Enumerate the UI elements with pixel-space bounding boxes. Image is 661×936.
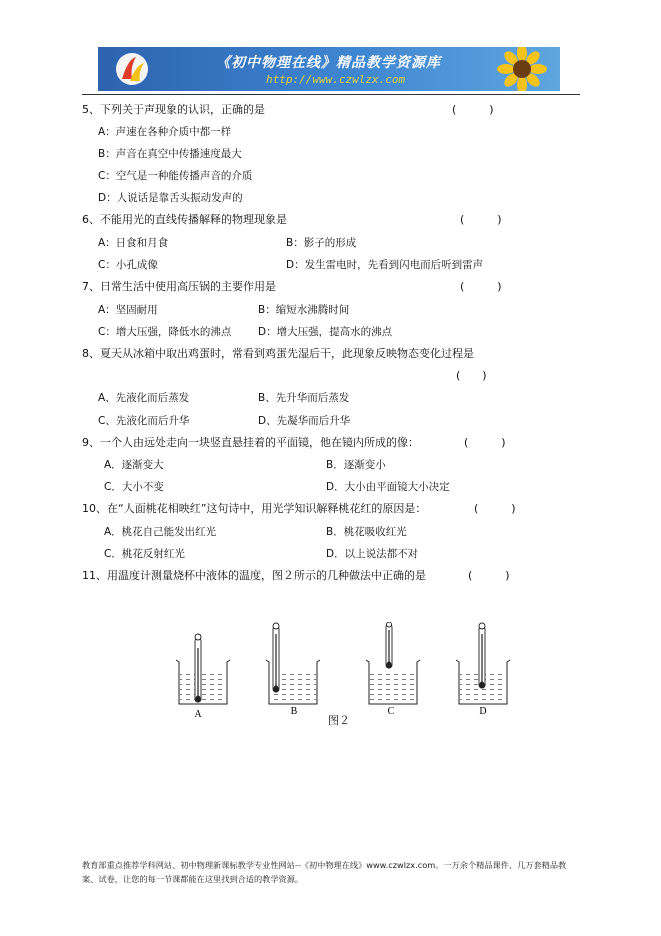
figure-label-d: D [479,706,487,717]
option-6c: C：小孔成像 [98,259,158,271]
figure-label-b: B [290,706,298,717]
question-10: 10、在“人面桃花相映红”这句诗中，用光学知识解释桃花红的原因是： [82,502,427,515]
option-7d: D：增大压强，提高水的沸点 [258,326,393,338]
option-10c: C．桃花反射红光 [104,548,185,560]
question-8: 8、夏天从冰箱中取出鸡蛋时，常看到鸡蛋先湿后干，此现象反映物态变化过程是 [82,347,474,360]
figure-label-a: A [194,709,202,720]
sunflower-icon [490,47,550,91]
footer-text: 教育部重点推荐学科网站、初中物理新课标教学专业性网站--《初中物理在线》www.czwlzx.com。一万余个精品课件、几万套精品教案、试卷，让您的每一节课都能在这里找到合适的教学资源。 [82,860,567,884]
site-logo-icon [114,51,150,87]
answer-blank-8[interactable]: ( ) [456,369,487,382]
option-5d: D：人说话是靠舌头振动发声的 [98,192,243,204]
question-6: 6、不能用光的直线传播解释的物理现象是 [82,213,287,226]
option-5c: C：空气是一种能传播声音的介质 [98,170,253,182]
option-5a: A：声速在各种介质中都一样 [98,126,232,138]
answer-blank-10[interactable]: ( ) [474,502,516,515]
question-9: 9、一个人由远处走向一块竖直悬挂着的平面镜，他在镜内所成的像： [82,436,419,449]
option-6a: A：日食和月食 [98,237,169,249]
thermometer-beaker-figure [170,622,510,726]
option-8c: C、先液化而后升华 [98,415,190,427]
option-10a: A．桃花自己能发出红光 [104,526,217,538]
option-9d: D．大小由平面镜大小决定 [326,481,450,493]
option-10d: D．以上说法都不对 [326,548,419,560]
question-5: 5、下列关于声现象的认识，正确的是 [82,103,265,116]
option-8d: D、先凝华而后升华 [258,415,351,427]
option-6b: B：影子的形成 [286,237,357,249]
option-7c: C：增大压强，降低水的沸点 [98,326,232,338]
option-8b: B、先升华而后蒸发 [258,392,350,404]
banner-title: 《初中物理在线》精品教学资源库 [216,55,441,71]
figure-label-c: C [387,706,395,717]
beaker-a [176,634,230,704]
option-5b: B：声音在真空中传播速度最大 [98,148,242,160]
beaker-c [366,622,420,704]
question-7: 7、日常生活中使用高压锅的主要作用是 [82,280,276,293]
answer-blank-9[interactable]: ( ) [464,436,506,449]
option-8a: A、先液化而后蒸发 [98,392,190,404]
option-9c: C．大小不变 [104,481,164,493]
question-11: 11、用温度计测量烧杯中液体的温度，图２所示的几种做法中正确的是 [82,569,426,582]
banner-url[interactable]: http://www.czwlzx.com [266,73,406,86]
option-6d: D：发生雷电时，先看到闪电而后听到雷声 [286,259,484,271]
beaker-d [456,623,510,704]
beaker-b [266,623,320,704]
answer-blank-5[interactable]: ( ) [452,103,494,116]
header-banner [98,47,560,91]
option-9a: A．逐渐变大 [104,459,164,471]
figure-caption: 图２ [328,714,350,727]
option-9b: B．逐渐变小 [326,459,386,471]
option-7b: B：缩短水沸腾时间 [258,304,350,316]
option-10b: B．桃花吸收红光 [326,526,407,538]
answer-blank-11[interactable]: ( ) [468,569,510,582]
answer-blank-6[interactable]: ( ) [460,213,502,226]
header-divider [82,94,580,95]
option-7a: A：坚固耐用 [98,304,158,316]
answer-blank-7[interactable]: ( ) [460,280,502,293]
